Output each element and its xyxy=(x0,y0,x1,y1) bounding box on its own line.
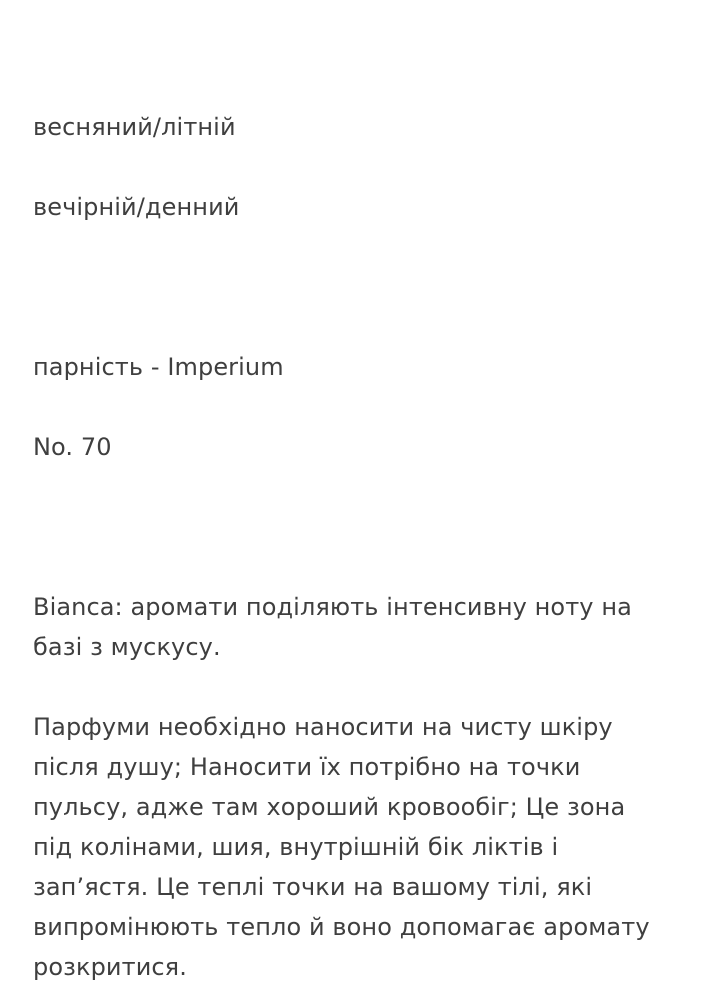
scent-note-paragraph xyxy=(33,587,693,667)
paragraph-line: Bianca: аромати поділяють інтенсивну ноту на xyxy=(33,593,632,621)
paragraph-line: розкритися. xyxy=(33,953,187,981)
paragraph-line: базі з мускусу. xyxy=(33,633,221,661)
number-text: No. 70 xyxy=(33,433,112,461)
paragraph-line: Парфуми необхідно наносити на чисту шкіру xyxy=(33,713,613,741)
time-of-day-text: вечірній/денний xyxy=(33,193,240,221)
paragraph-line: випромінюють тепло й воно допомагає аромату xyxy=(33,913,650,941)
paragraph-line: під колінами, шия, внутрішній бік ліктів і xyxy=(33,833,559,861)
usage-paragraph xyxy=(33,707,693,987)
pairing-text: парність - Imperium xyxy=(33,353,284,381)
paragraph-line: пульсу, адже там хороший кровообіг; Це зона xyxy=(33,793,626,821)
paragraph-line: після душу; Наносити їх потрібно на точки xyxy=(33,753,581,781)
season-text: весняний/літній xyxy=(33,113,236,141)
paragraph-line: зап’ястя. Це теплі точки на вашому тілі, які xyxy=(33,873,593,901)
